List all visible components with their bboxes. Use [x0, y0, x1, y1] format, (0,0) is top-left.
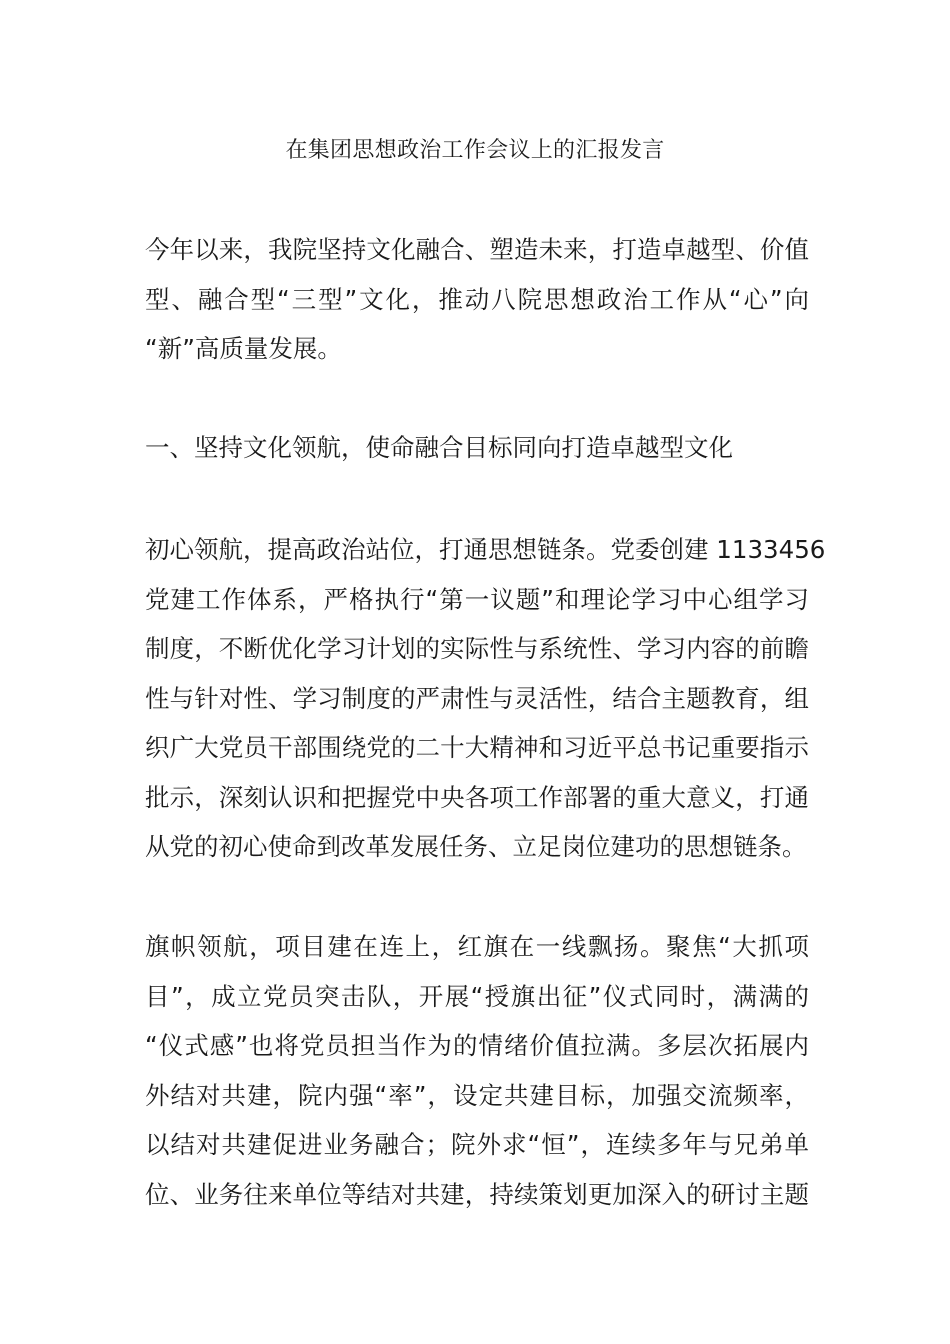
paragraph-line: 旗帜领航，项目建在连上，红旗在一线飘扬。聚焦“大抓项	[145, 932, 809, 961]
paragraph-line: 织广大党员干部围绕党的二十大精神和习近平总书记重要指示	[145, 733, 809, 762]
document-title: 在集团思想政治工作会议上的汇报发言	[285, 138, 665, 163]
intro-line: 型、融合型“三型”文化，推动八院思想政治工作从“心”向	[145, 284, 809, 314]
intro-paragraph	[145, 225, 809, 374]
paragraph-line: 批示，深刻认识和把握党中央各项工作部署的重大意义，打通	[145, 782, 809, 812]
paragraph-line: 目”，成立党员突击队，开展“授旗出征”仪式同时，满满的	[145, 981, 809, 1011]
section1-paragraph-1	[145, 525, 826, 872]
paragraph-line: 性与针对性、学习制度的严肃性与灵活性，结合主题教育，组	[145, 683, 809, 713]
paragraph-line: 制度，不断优化学习计划的实际性与系统性、学习内容的前瞻	[145, 634, 809, 663]
section1-paragraph-2	[145, 922, 809, 1219]
intro-line: “新”高质量发展。	[145, 334, 342, 363]
intro-line: 今年以来，我院坚持文化融合、塑造未来，打造卓越型、价值	[145, 235, 809, 264]
paragraph-line: 以结对共建促进业务融合；院外求“恒”，连续多年与兄弟单	[145, 1130, 809, 1159]
section-heading: 一、坚持文化领航，使命融合目标同向打造卓越型文化	[145, 433, 733, 462]
paragraph-line: 初心领航，提高政治站位，打通思想链条。党委创建 1133456	[145, 535, 826, 564]
paragraph-line: 位、业务往来单位等结对共建，持续策划更加深入的研讨主题	[145, 1179, 809, 1209]
paragraph-line: 党建工作体系，严格执行“第一议题”和理论学习中心组学习	[145, 584, 809, 614]
paragraph-line: 外结对共建，院内强“率”，设定共建目标，加强交流频率，	[145, 1080, 809, 1110]
paragraph-line: “仪式感”也将党员担当作为的情绪价值拉满。多层次拓展内	[145, 1031, 809, 1060]
paragraph-line: 从党的初心使命到改革发展任务、立足岗位建功的思想链条。	[145, 832, 807, 861]
